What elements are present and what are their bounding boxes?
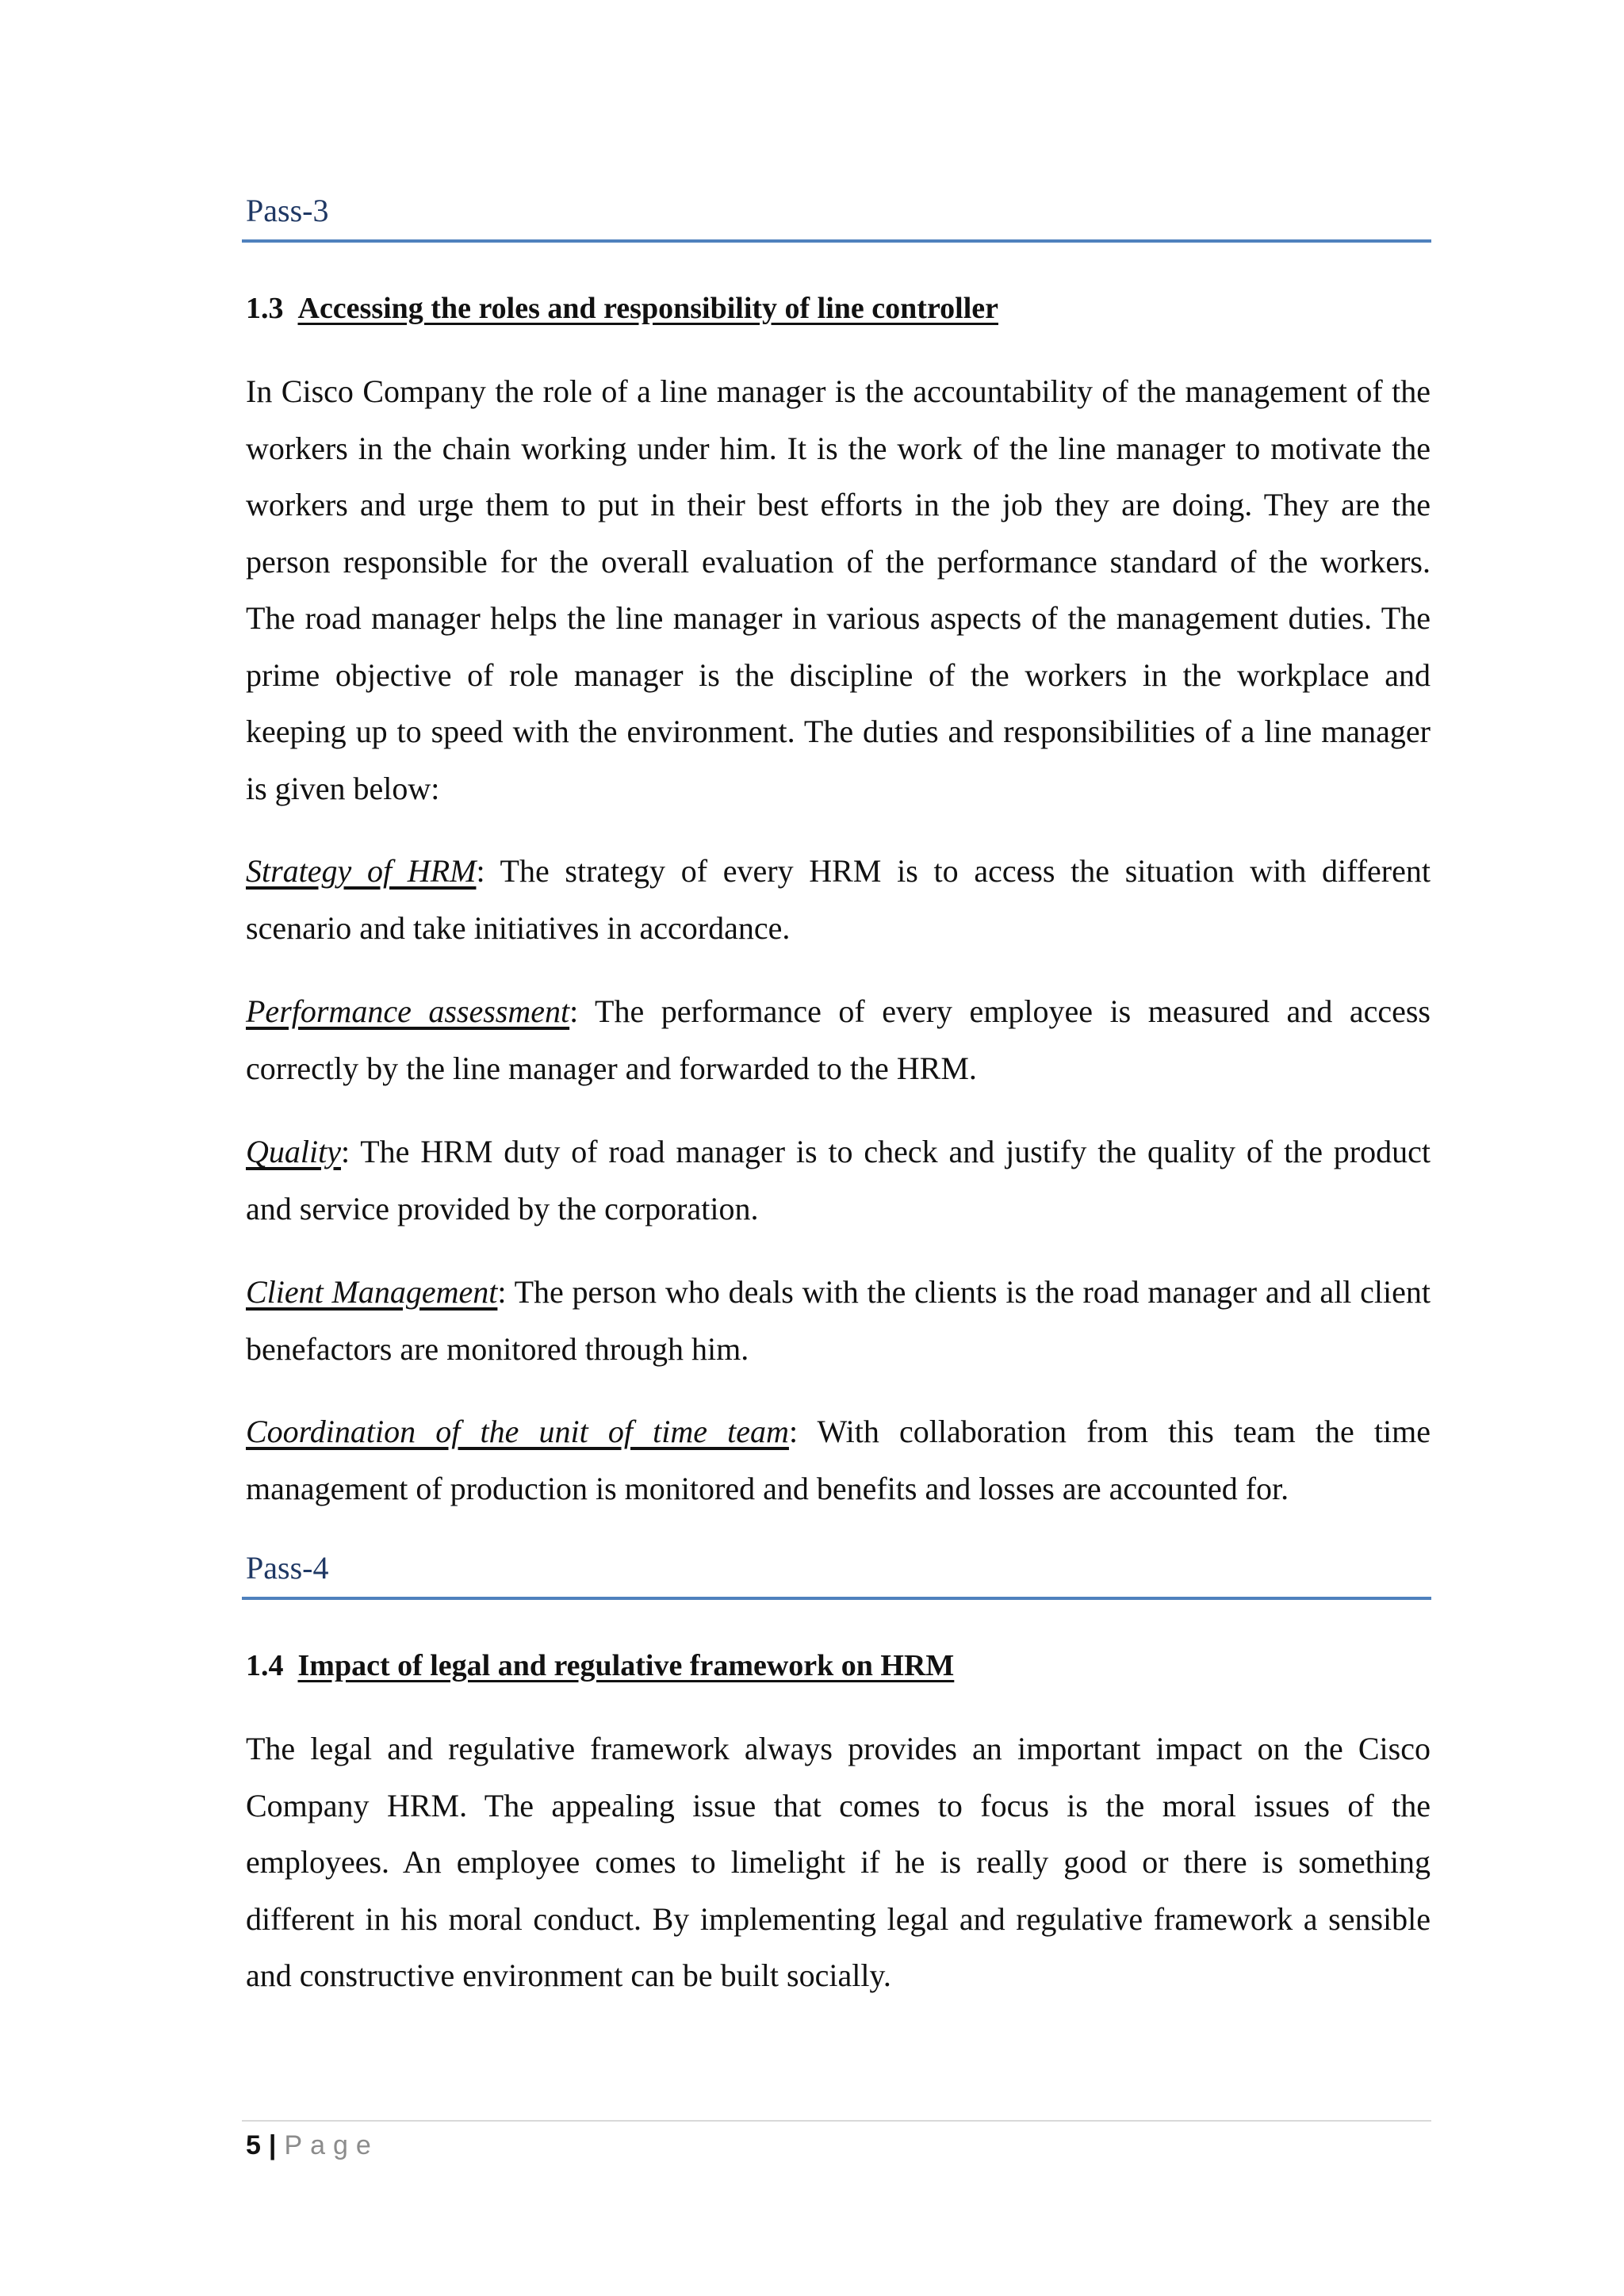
page-number: 5: [246, 2130, 261, 2160]
section-1-3-title: Accessing the roles and responsibility of line controller: [297, 292, 998, 325]
pass-4-heading: [242, 1549, 1431, 1600]
duty-term: Quality: [246, 1134, 341, 1169]
duty-item-client-management: [246, 1264, 1431, 1377]
duty-item-coordination: [246, 1403, 1431, 1517]
duty-text: : The person who deals with the clients is the road manager and all client benefactors are monitored through him.: [246, 1274, 1431, 1367]
pass-3-label: Pass-3: [246, 193, 329, 228]
footer-divider: [242, 2120, 1431, 2122]
section-1-4-title: Impact of legal and regulative framework on HRM: [297, 1649, 955, 1682]
duty-term: Strategy of HRM: [246, 853, 477, 889]
duty-term: Client Management: [246, 1274, 498, 1310]
duty-term: Performance assessment: [246, 993, 570, 1029]
duty-item-performance: [246, 983, 1431, 1096]
section-1-3-number: 1.3: [246, 292, 284, 325]
pass-4-label: Pass-4: [246, 1550, 329, 1586]
page-footer: [246, 2128, 379, 2163]
section-1-4-number: 1.4: [246, 1649, 284, 1682]
duty-item-strategy: [246, 843, 1431, 956]
section-1-4-body-paragraph: The legal and regulative framework always provides an important impact on the Cisco Company HRM. The appealing issue that comes to focus is the moral issues of the employees. An employee comes to limelight if he is really good or there is something different in his moral conduct. By implementing legal and regulative framework a sensible and constructive environment can be built socially.: [246, 1731, 1431, 1993]
section-1-3-heading: [246, 290, 1431, 327]
footer-separator: |: [268, 2130, 277, 2160]
duty-text: : The HRM duty of road manager is to check and justify the quality of the product and service provided by the corporation.: [246, 1134, 1431, 1226]
duty-term: Coordination of the unit of time team: [246, 1414, 789, 1449]
duty-text: : With collaboration from this team the time management of production is monitored and benefits and losses are accounted for.: [246, 1414, 1431, 1506]
section-1-3-intro-paragraph: In Cisco Company the role of a line manager is the accountability of the management of the workers in the chain working under him. It is the work of the line manager to motivate the workers and urge them to put in their best efforts in the job they are doing. They are the person responsible for the overall evaluation of the performance standard of the workers. The road manager helps the line manager in various aspects of the management duties. The prime objective of role manager is the discipline of the workers in the workplace and keeping up to speed with the environment. The duties and responsibilities of a line manager is given below:: [246, 373, 1431, 806]
duty-text: : The performance of every employee is measured and access correctly by the line manager and forwarded to the HRM.: [246, 993, 1431, 1086]
section-1-4-heading: [246, 1647, 1431, 1684]
pass-3-heading: [242, 192, 1431, 243]
duty-text: : The strategy of every HRM is to access the situation with different scenario and take initiatives in accordance.: [246, 853, 1431, 946]
duty-item-quality: [246, 1123, 1431, 1237]
page-label: Page: [284, 2130, 379, 2160]
